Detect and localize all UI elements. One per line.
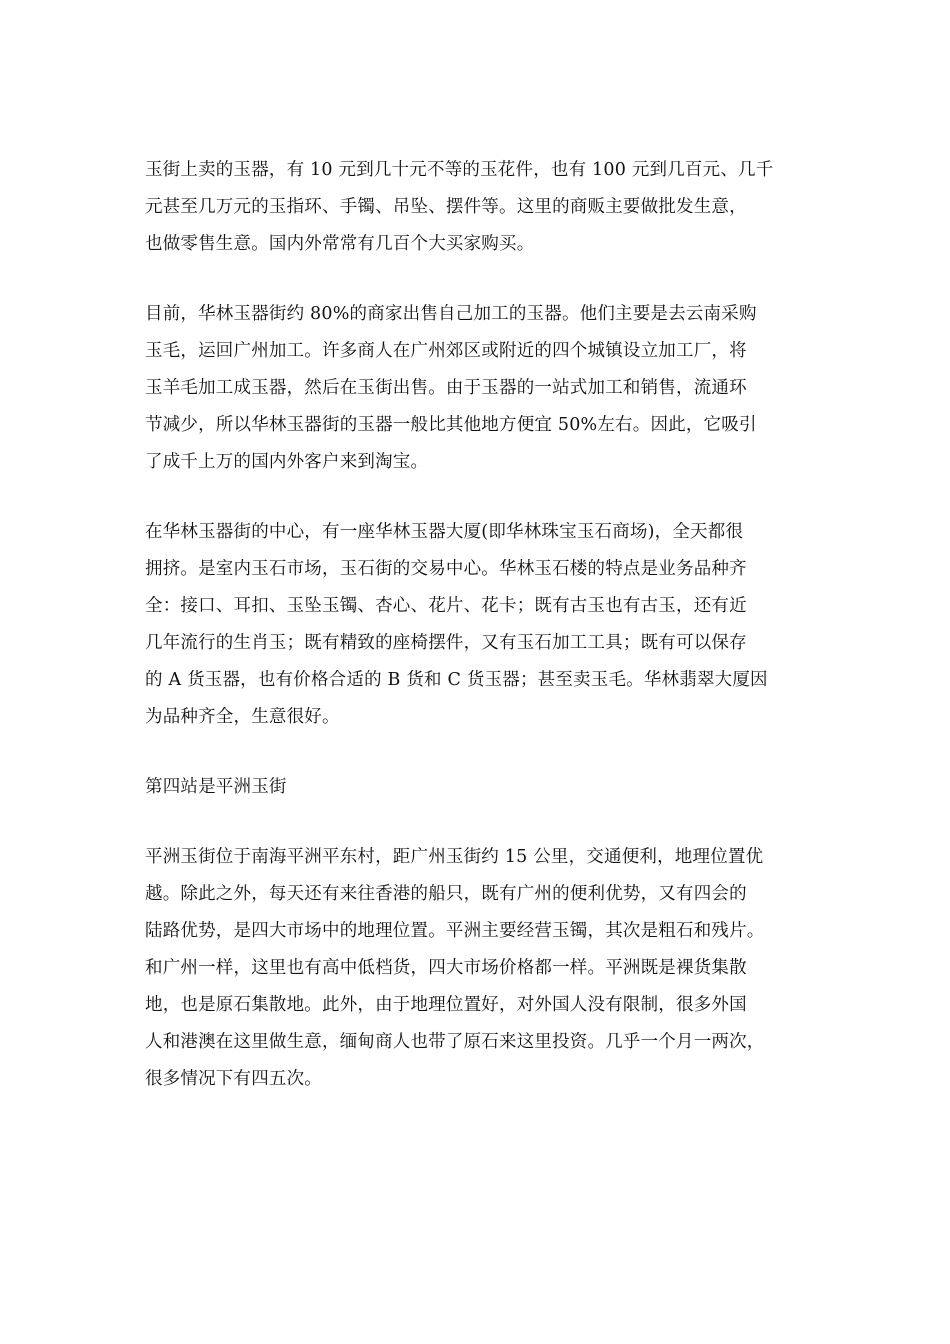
text-line: 为品种齐全，生意很好。 <box>145 707 340 727</box>
text-line: 地，也是原石集散地。此外，由于地理位置好，对外国人没有限制，很多外国 <box>145 995 747 1015</box>
text-line: 和广州一样，这里也有高中低档货，四大市场价格都一样。平洲既是裸货集散 <box>145 958 747 978</box>
text-line: 也做零售生意。国内外常常有几百个大买家购买。 <box>145 234 535 254</box>
paragraph-hualin-building <box>145 514 810 736</box>
paragraph-jade-street-prices <box>145 152 810 263</box>
text-line: 全：接口、耳扣、玉坠玉镯、杏心、花片、花卡；既有古玉也有古玉，还有近 <box>145 596 747 616</box>
text-line: 的 A 货玉器，也有价格合适的 B 货和 C 货玉器；甚至卖玉毛。华林翡翠大厦因 <box>145 670 768 690</box>
text-line: 在华林玉器街的中心，有一座华林玉器大厦(即华林珠宝玉石商场)，全天都很 <box>145 522 744 542</box>
text-line: 很多情况下有四五次。 <box>145 1069 322 1089</box>
text-line: 拥挤。是室内玉石市场，玉石街的交易中心。华林玉石楼的特点是业务品种齐 <box>145 559 747 579</box>
paragraph-pingzhou <box>145 839 810 1098</box>
text-line: 几年流行的生肖玉；既有精致的座椅摆件，又有玉石加工工具；既有可以保存 <box>145 633 747 653</box>
text-line: 元甚至几万元的玉指环、手镯、吊坠、摆件等。这里的商贩主要做批发生意， <box>145 197 747 217</box>
document-page <box>145 152 810 1098</box>
section-heading-fourth-stop <box>145 769 810 806</box>
text-line: 玉毛，运回广州加工。许多商人在广州郊区或附近的四个城镇设立加工厂，将 <box>145 341 747 361</box>
text-line: 第四站是平洲玉街 <box>145 777 287 797</box>
text-line: 玉羊毛加工成玉器，然后在玉街出售。由于玉器的一站式加工和销售，流通环 <box>145 378 747 398</box>
text-line: 节减少，所以华林玉器街的玉器一般比其他地方便宜 50%左右。因此，它吸引 <box>145 415 757 435</box>
paragraph-hualin-processing <box>145 296 810 481</box>
text-line: 目前，华林玉器街约 80%的商家出售自己加工的玉器。他们主要是去云南采购 <box>145 304 757 324</box>
text-line: 人和港澳在这里做生意，缅甸商人也带了原石来这里投资。几乎一个月一两次， <box>145 1032 765 1052</box>
text-line: 越。除此之外，每天还有来往香港的船只，既有广州的便利优势，又有四会的 <box>145 884 747 904</box>
text-line: 了成千上万的国内外客户来到淘宝。 <box>145 452 429 472</box>
text-line: 玉街上卖的玉器，有 10 元到几十元不等的玉花件，也有 100 元到几百元、几千 <box>145 160 774 180</box>
text-line: 平洲玉街位于南海平洲平东村，距广州玉街约 15 公里，交通便利，地理位置优 <box>145 847 764 867</box>
text-line: 陆路优势，是四大市场中的地理位置。平洲主要经营玉镯，其次是粗石和残片。 <box>145 921 765 941</box>
